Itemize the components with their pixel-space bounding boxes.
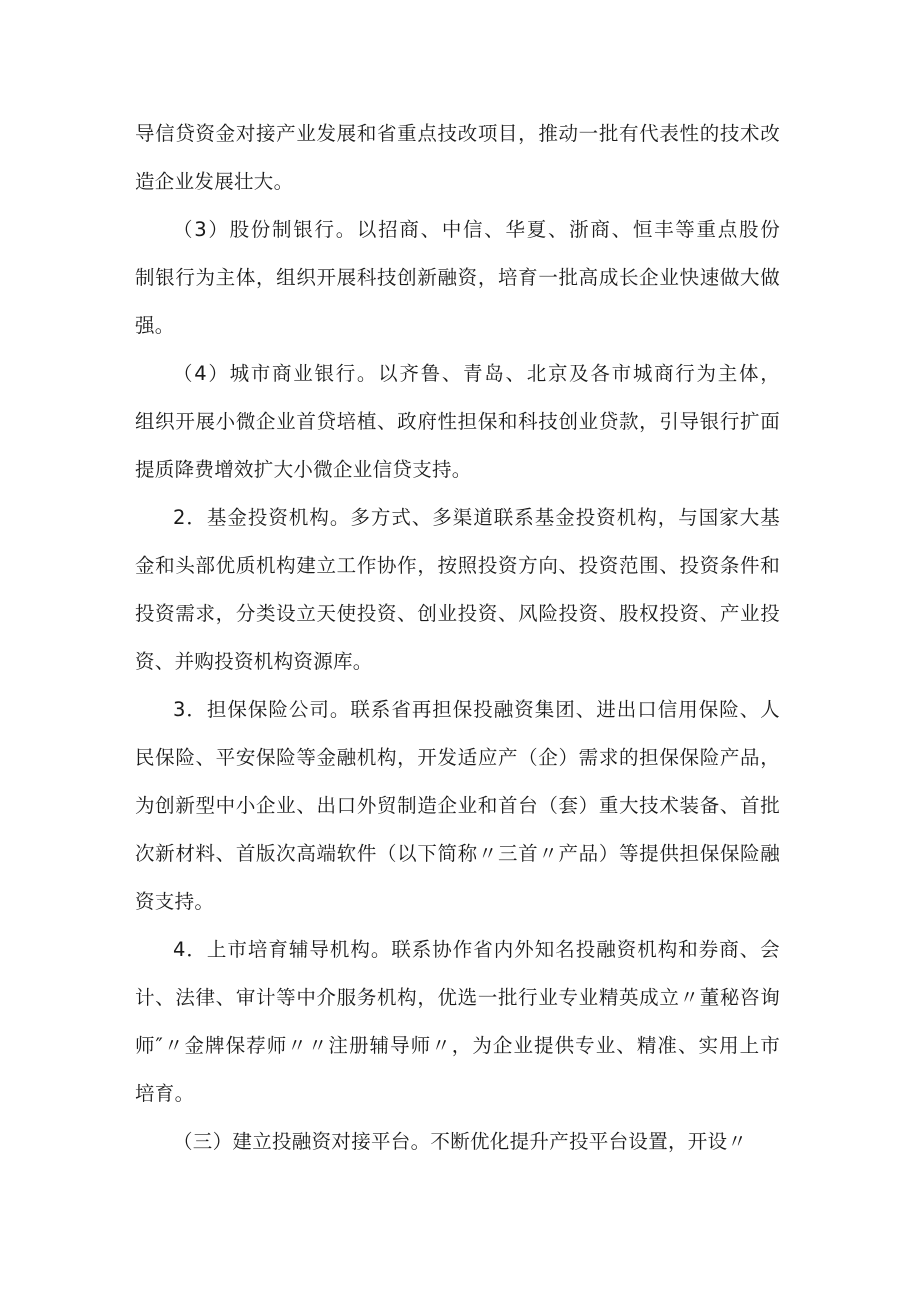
paragraph-line: 次新材料、首版次高端软件（以下简称〃三首〃产品）等提供担保保险融 (135, 842, 780, 865)
paragraph-line: 强。 (135, 314, 175, 337)
paragraph-line: 2．基金投资机构。多方式、多渠道联系基金投资机构，与国家大基 (173, 506, 780, 529)
paragraph-7 (135, 1118, 780, 1166)
paragraph-line: 投资需求，分类设立天使投资、创业投资、风险投资、股权投资、产业投 (135, 602, 780, 625)
paragraph-line: （三）建立投融资对接平台。不断优化提升产投平台设置，开设〃 (173, 1130, 748, 1153)
paragraph-line: 组织开展小微企业首贷培植、政府性担保和科技创业贷款，引导银行扩面 (135, 410, 780, 433)
paragraph-line: 为创新型中小企业、出口外贸制造企业和首台（套）重大技术装备、首批 (135, 794, 780, 817)
paragraph-line: 培育。 (135, 1082, 195, 1105)
paragraph-line: 资、并购投资机构资源库。 (135, 650, 373, 673)
paragraph-line: 资支持。 (135, 890, 215, 913)
paragraph-line: （4）城市商业银行。以齐鲁、青岛、北京及各市城商行为主体， (173, 362, 780, 385)
paragraph-3 (135, 350, 780, 494)
paragraph-6 (135, 926, 780, 1118)
paragraph-line: 提质降费增效扩大小微企业信贷支持。 (135, 458, 472, 481)
paragraph-line: 造企业发展壮大。 (135, 170, 294, 193)
paragraph-line: 师″〃金牌保荐师〃〃注册辅导师〃，为企业提供专业、精准、实用上市 (135, 1034, 780, 1057)
paragraph-2 (135, 206, 780, 350)
paragraph-5 (135, 686, 780, 926)
paragraph-line: 导信贷资金对接产业发展和省重点技改项目，推动一批有代表性的技术改 (135, 122, 780, 145)
paragraph-line: 3．担保保险公司。联系省再担保投融资集团、进出口信用保险、人 (173, 698, 780, 721)
paragraph-line: 4．上市培育辅导机构。联系协作省内外知名投融资机构和券商、会 (173, 938, 780, 961)
paragraph-line: 计、法律、审计等中介服务机构，优选一批行业专业精英成立〃董秘咨询 (135, 986, 780, 1009)
paragraph-1 (135, 110, 780, 206)
paragraph-line: （3）股份制银行。以招商、中信、华夏、浙商、恒丰等重点股份 (173, 218, 780, 241)
paragraph-line: 制银行为主体，组织开展科技创新融资，培育一批高成长企业快速做大做 (135, 266, 780, 289)
paragraph-line: 民保险、平安保险等金融机构，开发适应产（企）需求的担保保险产品， (135, 746, 780, 769)
paragraph-4 (135, 494, 780, 686)
document-body (135, 110, 780, 1166)
paragraph-line: 金和头部优质机构建立工作协作，按照投资方向、投资范围、投资条件和 (135, 554, 780, 577)
